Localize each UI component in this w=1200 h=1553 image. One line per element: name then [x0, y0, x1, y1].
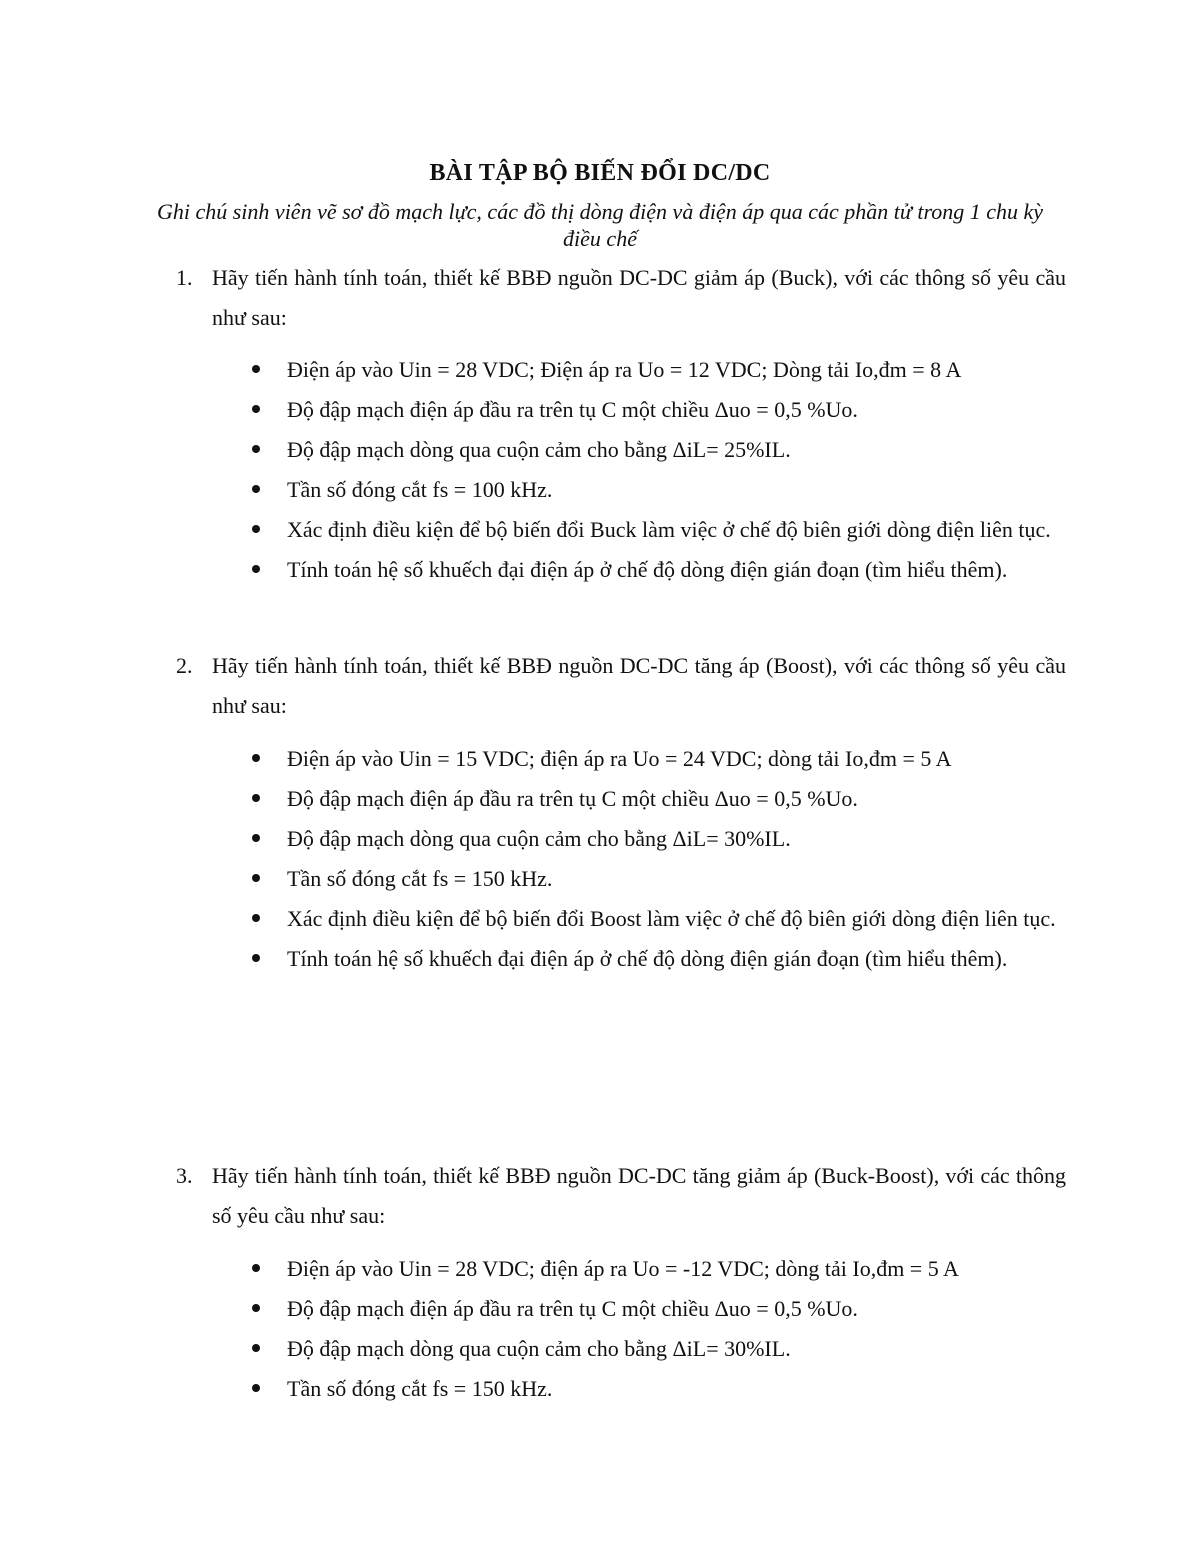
question-number: 2.	[176, 653, 193, 678]
question-2-requirements	[252, 739, 1062, 979]
list-item	[252, 390, 1062, 430]
list-item	[252, 350, 1062, 390]
list-item-text: Độ đập mạch dòng qua cuộn cảm cho bằng ΔiL= 30%IL.	[287, 826, 791, 851]
list-item-text: Độ đập mạch điện áp đầu ra trên tụ C một chiều Δuo = 0,5 %Uo.	[287, 1296, 858, 1321]
bullet-icon	[252, 445, 260, 453]
list-item	[252, 939, 1062, 979]
list-item-text: Độ đập mạch điện áp đầu ra trên tụ C một chiều Δuo = 0,5 %Uo.	[287, 786, 858, 811]
list-item-text: Tần số đóng cắt fs = 150 kHz.	[287, 1376, 553, 1401]
list-item	[252, 859, 1062, 899]
bullet-icon	[252, 1264, 260, 1272]
bullet-icon	[252, 794, 260, 802]
bullet-icon	[252, 405, 260, 413]
bullet-icon	[252, 874, 260, 882]
list-item	[252, 779, 1062, 819]
list-item	[252, 510, 1062, 550]
bullet-icon	[252, 485, 260, 493]
bullet-icon	[252, 954, 260, 962]
list-item-text: Tính toán hệ số khuếch đại điện áp ở chế độ dòng điện gián đoạn (tìm hiểu thêm).	[287, 946, 1008, 971]
list-item	[252, 1289, 1062, 1329]
bullet-icon	[252, 565, 260, 573]
question-text: Hãy tiến hành tính toán, thiết kế BBĐ nguồn DC-DC giảm áp (Buck), với các thông số yêu cầu như sau:	[212, 265, 1066, 330]
bullet-icon	[252, 525, 260, 533]
list-item	[252, 1329, 1062, 1369]
list-item-text: Độ đập mạch điện áp đầu ra trên tụ C một chiều Δuo = 0,5 %Uo.	[287, 397, 858, 422]
list-item	[252, 1369, 1062, 1409]
document-title: BÀI TẬP BỘ BIẾN ĐỔI DC/DC	[429, 160, 771, 186]
bullet-icon	[252, 914, 260, 922]
list-item-text: Tính toán hệ số khuếch đại điện áp ở chế độ dòng điện gián đoạn (tìm hiểu thêm).	[287, 557, 1008, 582]
list-item-text: Độ đập mạch dòng qua cuộn cảm cho bằng ΔiL= 30%IL.	[287, 1336, 791, 1361]
list-item-text: Độ đập mạch dòng qua cuộn cảm cho bằng ΔiL= 25%IL.	[287, 437, 791, 462]
question-1	[176, 258, 1066, 338]
question-1-requirements	[252, 350, 1062, 590]
bullet-icon	[252, 1344, 260, 1352]
question-text: Hãy tiến hành tính toán, thiết kế BBĐ nguồn DC-DC tăng giảm áp (Buck-Boost), với các thông số yêu cầu như sau:	[212, 1163, 1066, 1228]
bullet-icon	[252, 834, 260, 842]
question-2	[176, 646, 1066, 726]
list-item	[252, 550, 1062, 590]
list-item-text: Xác định điều kiện để bộ biến đổi Boost làm việc ở chế độ biên giới dòng điện liên tục.	[287, 906, 1056, 931]
list-item	[252, 430, 1062, 470]
list-item	[252, 739, 1062, 779]
list-item-text: Điện áp vào Uin = 28 VDC; Điện áp ra Uo = 12 VDC; Dòng tải Io,đm = 8 A	[287, 357, 962, 382]
question-3-requirements	[252, 1249, 1062, 1409]
bullet-icon	[252, 1304, 260, 1312]
bullet-icon	[252, 1384, 260, 1392]
list-item-text: Xác định điều kiện để bộ biến đổi Buck làm việc ở chế độ biên giới dòng điện liên tục.	[287, 517, 1051, 542]
question-3	[176, 1156, 1066, 1236]
list-item	[252, 819, 1062, 859]
list-item	[252, 899, 1062, 939]
list-item-text: Điện áp vào Uin = 28 VDC; điện áp ra Uo = -12 VDC; dòng tải Io,đm = 5 A	[287, 1256, 959, 1281]
bullet-icon	[252, 365, 260, 373]
list-item	[252, 470, 1062, 510]
question-text: Hãy tiến hành tính toán, thiết kế BBĐ nguồn DC-DC tăng áp (Boost), với các thông số yêu cầu như sau:	[212, 653, 1066, 718]
list-item-text: Tần số đóng cắt fs = 100 kHz.	[287, 477, 553, 502]
question-number: 3.	[176, 1163, 193, 1188]
list-item-text: Tần số đóng cắt fs = 150 kHz.	[287, 866, 553, 891]
question-number: 1.	[176, 265, 193, 290]
bullet-icon	[252, 754, 260, 762]
list-item	[252, 1249, 1062, 1289]
list-item-text: Điện áp vào Uin = 15 VDC; điện áp ra Uo = 24 VDC; dòng tải Io,đm = 5 A	[287, 746, 952, 771]
document-note: Ghi chú sinh viên vẽ sơ đồ mạch lực, các đồ thị dòng điện và điện áp qua các phần tử trong 1 chu kỳ điều chế	[156, 199, 1043, 251]
